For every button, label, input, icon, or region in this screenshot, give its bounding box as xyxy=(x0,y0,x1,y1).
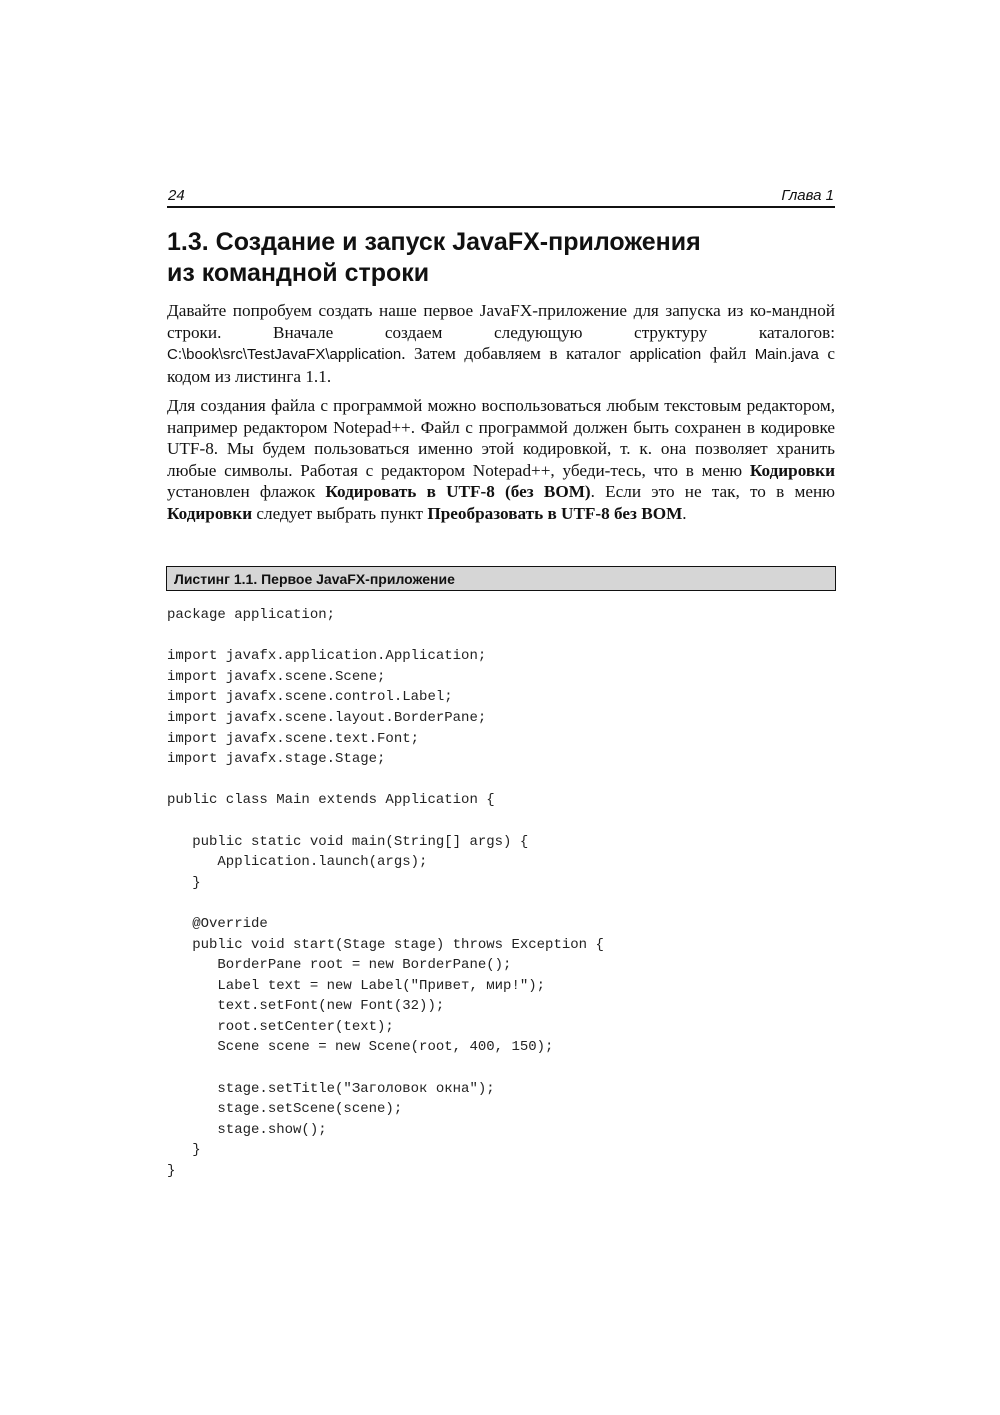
code-line xyxy=(167,770,604,791)
code-line: import javafx.scene.Scene; xyxy=(167,668,386,685)
code-line: public static void main(String[] args) { xyxy=(167,833,529,850)
file-name: Main.java xyxy=(754,346,819,364)
code-line: } xyxy=(167,874,201,891)
directory-path: C:\book\src\TestJavaFX\application xyxy=(167,346,402,364)
section-title-line-1: 1.3. Создание и запуск JavaFX-приложения xyxy=(167,228,701,256)
folder-name: application xyxy=(629,346,702,364)
text-run: . Затем добавляем в каталог xyxy=(401,344,630,364)
code-line: import javafx.scene.control.Label; xyxy=(167,689,453,706)
code-line xyxy=(167,626,604,647)
code-line: Application.launch(args); xyxy=(167,854,428,871)
code-line xyxy=(167,1058,604,1079)
intro-paragraph xyxy=(167,300,835,387)
code-line: @Override xyxy=(167,915,268,932)
text-run: Для создания файла с программой можно воспользоваться любым текстовым редактором, например редактором Notepad++. Файл с программой должен быть сохранен в кодировке UTF-8. Мы будем пользоваться именно этой кодировкой, т. к. она позволяет хранить любые символы. Работая с редактором Notepad++, убеди-тесь, что в меню xyxy=(167,396,835,480)
code-listing xyxy=(167,605,604,1182)
running-header xyxy=(167,186,835,208)
code-line: } xyxy=(167,1163,176,1180)
listing-caption: Листинг 1.1. Первое JavaFX-приложение xyxy=(166,566,836,591)
text-run: . Если это не так, то в меню xyxy=(590,482,835,502)
flag-name: Кодировать в UTF-8 (без BOM) xyxy=(325,482,591,502)
code-line xyxy=(167,811,604,832)
code-line: stage.setTitle("Заголовок окна"); xyxy=(167,1080,495,1097)
page-number: 24 xyxy=(168,187,185,204)
code-line: } xyxy=(167,1142,201,1159)
text-run: файл xyxy=(701,344,755,364)
code-line xyxy=(167,893,604,914)
code-line: Label text = new Label("Привет, мир!"); xyxy=(167,977,546,994)
menu-name: Кодировки xyxy=(749,460,835,480)
text-run: Давайте попробуем создать наше первое JavaFX-приложение для запуска из ко-мандной строки. Вначале создаем следующую структуру каталогов: xyxy=(167,301,835,342)
text-run: с кодом из листинга 1.1. xyxy=(167,344,835,386)
editor-paragraph xyxy=(167,395,835,525)
code-line: stage.show(); xyxy=(167,1121,327,1138)
code-line: import javafx.application.Application; xyxy=(167,648,487,665)
code-line: import javafx.stage.Stage; xyxy=(167,751,386,768)
code-line: import javafx.scene.layout.BorderPane; xyxy=(167,709,487,726)
code-line: package application; xyxy=(167,607,336,623)
code-line: import javafx.scene.text.Font; xyxy=(167,730,420,747)
code-line: public void start(Stage stage) throws Exception { xyxy=(167,936,604,953)
section-title-line-2: из командной строки xyxy=(167,259,430,287)
code-line: BorderPane root = new BorderPane(); xyxy=(167,957,512,974)
code-line: stage.setScene(scene); xyxy=(167,1101,403,1118)
menu-item-name: Преобразовать в UTF-8 без BOM xyxy=(427,503,683,523)
text-run: . xyxy=(682,503,687,523)
code-line: text.setFont(new Font(32)); xyxy=(167,998,445,1015)
code-line: Scene scene = new Scene(root, 400, 150); xyxy=(167,1039,554,1056)
menu-name: Кодировки xyxy=(167,503,253,523)
text-run: установлен флажок xyxy=(167,482,326,502)
code-line: root.setCenter(text); xyxy=(167,1018,394,1035)
code-line: public class Main extends Application { xyxy=(167,792,495,809)
chapter-label: Глава 1 xyxy=(781,187,834,204)
text-run: следует выбрать пункт xyxy=(252,503,428,523)
section-title xyxy=(167,227,835,289)
